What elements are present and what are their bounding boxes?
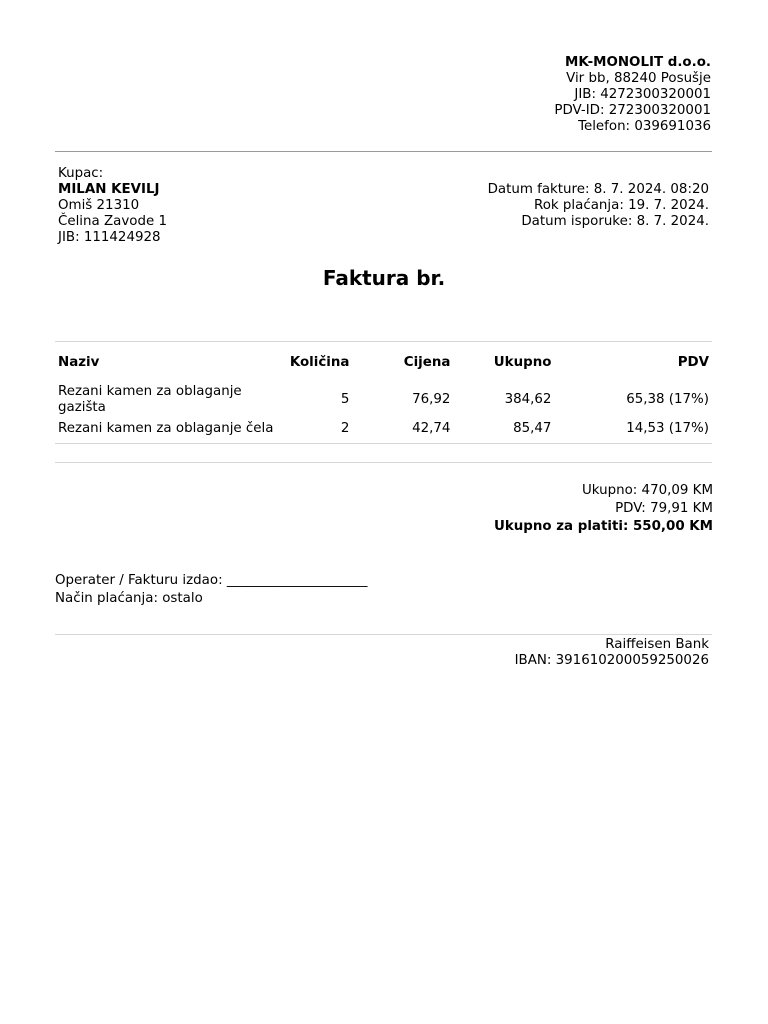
due-date: Rok plaćanja: 19. 7. 2024. — [534, 198, 709, 213]
company-jib: JIB: 4272300320001 — [574, 87, 711, 102]
header-price: Cijena — [403, 354, 451, 370]
item-name: Rezani kamen za oblaganje čela — [58, 421, 274, 436]
payment-method: Način plaćanja: ostalo — [55, 591, 203, 606]
totals-divider — [55, 462, 712, 463]
header-name: Naziv — [58, 354, 100, 370]
company-info — [554, 55, 711, 135]
bank-info — [515, 637, 709, 669]
subtotal: Ukupno: 470,09 KM — [581, 483, 713, 498]
buyer-info — [58, 166, 167, 246]
bank-iban: IBAN: 391610200059250026 — [514, 653, 709, 668]
buyer-label: Kupac: — [58, 166, 104, 181]
item-vat: 65,38 (17%) — [626, 392, 709, 407]
invoice-title: Faktura br. — [322, 266, 446, 290]
company-address: Vir bb, 88240 Posušje — [566, 71, 711, 86]
item-vat: 14,53 (17%) — [626, 421, 709, 436]
delivery-date: Datum isporuke: 8. 7. 2024. — [521, 214, 709, 229]
company-name: MK-MONOLIT d.o.o. — [565, 55, 711, 70]
operator-section — [55, 572, 367, 608]
table-bottom-divider — [55, 443, 712, 444]
vat-total: PDV: 79,91 KM — [615, 501, 713, 516]
item-price: 76,92 — [412, 392, 451, 407]
item-price: 42,74 — [412, 421, 451, 436]
item-total: 384,62 — [504, 392, 552, 407]
invoice-date: Datum fakture: 8. 7. 2024. 08:20 — [487, 182, 709, 197]
buyer-city: Omiš 21310 — [58, 198, 140, 213]
grand-total: Ukupno za platiti: 550,00 KM — [493, 519, 713, 534]
operator-signature-line: Operater / Fakturu izdao: _____________________ — [55, 573, 368, 588]
header-vat: PDV — [677, 354, 709, 370]
table-row — [55, 379, 712, 421]
item-quantity: 2 — [340, 421, 350, 436]
buyer-street: Čelina Zavode 1 — [58, 214, 167, 229]
item-name: Rezani kamen za oblaganje gazišta — [58, 384, 242, 415]
bank-name: Raiffeisen Bank — [605, 637, 709, 652]
header-total: Ukupno — [493, 354, 552, 370]
footer-divider — [55, 634, 712, 635]
company-phone: Telefon: 039691036 — [578, 119, 711, 134]
item-quantity: 5 — [340, 392, 350, 407]
table-top-divider — [55, 341, 712, 342]
table-row — [55, 421, 712, 437]
company-pdv-id: PDV-ID: 272300320001 — [554, 103, 711, 118]
invoice-dates — [488, 182, 709, 230]
header-divider — [55, 151, 712, 152]
table-header-row — [55, 345, 712, 379]
buyer-name: MILAN KEVILJ — [58, 182, 160, 197]
totals-section — [494, 482, 713, 536]
items-table — [55, 345, 712, 437]
header-quantity: Količina — [289, 354, 350, 370]
buyer-jib: JIB: 111424928 — [58, 230, 161, 245]
item-total: 85,47 — [513, 421, 552, 436]
